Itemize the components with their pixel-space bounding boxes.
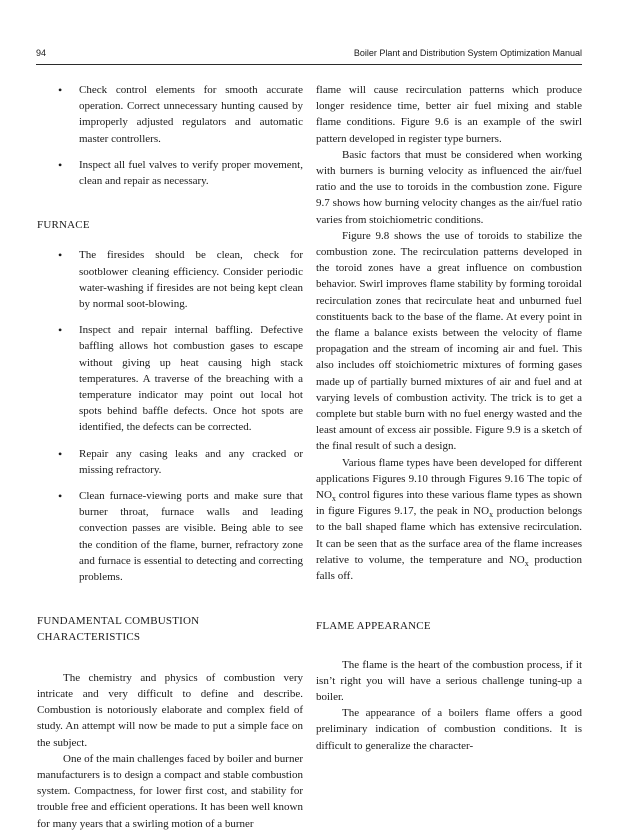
header-rule — [36, 64, 582, 65]
bullet-list-furnace — [37, 247, 303, 585]
left-column — [37, 82, 303, 832]
paragraph: One of the main challenges faced by boiler and burner manufacturers is to design a compact and stable combustion system. Compactness, for lower first cost, and stability for trouble free and efficient operations. It has been well known for many years that a swirling motion of a burner — [37, 752, 303, 830]
bullet-item: • Inspect all fuel valves to verify proper movement, clean and repair as necessary. — [37, 157, 303, 189]
paragraph: Figure 9.8 shows the use of toroids to stabilize the combustion zone. The recirculation patterns developed in the toroid zones have a great influence on combustion behavior. Swirl improves flame stability by forming toroidal recirculation zones that recirculate heat and unburned fuel constituents back to the base of the flame. At every point in the flame a balance exists between the velocity of flame propagation and the stream of incoming air and fuel. This also includes off stoichiometric mixtures of forming gases made up of partially burned mixtures of air and fuel and at varying levels of combustion activity. The trick is to get a complete but stable burn with no fuel energy wasted and the least amount of excess air possible. Figure 9.9 is a sketch of the final result of such a design. — [316, 229, 582, 453]
subscript: x — [489, 510, 494, 520]
bullet-list-controls — [37, 82, 303, 189]
paragraph: The flame is the heart of the combustion process, if it isn’t right you will have a serious challenge tuning-up a boiler. — [316, 658, 582, 703]
section-heading-flame-appearance: FLAME APPEARANCE — [316, 620, 431, 633]
text-run: control figures into these various flame types as shown in figure Figures 9.17, the peak in NO — [316, 489, 582, 518]
page-number: 94 — [36, 48, 47, 58]
heading-line: FUNDAMENTAL COMBUSTION — [37, 615, 200, 628]
text-run: production belongs to the ball shaped flame which has extensive recirculation. It can be seen that as the surface area of the flame increases relative to volume, the temperature and NO — [316, 505, 582, 566]
section-heading-furnace: FURNACE — [37, 219, 90, 232]
bullet-item: • Repair any casing leaks and any cracked or missing refractory. — [37, 446, 303, 478]
bullet-item: • Clean furnace-viewing ports and make sure that burner throat, furnace walls and leading convection passes are visible. Being able to see the condition of the flame, burner, refractory zone and furnace is essential to detecting and correcting problems. — [37, 488, 303, 585]
paragraph: The chemistry and physics of combustion very intricate and very difficult to define and describe. Combustion is notoriously elaborate and complex field of study. An attempt will now be made to put a simple face on the subject. — [37, 671, 303, 749]
text-run: production falls off. — [316, 553, 582, 583]
paragraph: flame will cause recirculation patterns which produce longer residence time, better air fuel mixing and stable flame conditions. Figure 9.6 is an example of the swirl pattern developed in register type burners. — [316, 84, 582, 145]
paragraph: The appearance of a boilers flame offers a good preliminary indication of combustion conditions. It is difficult to generalize the character- — [316, 707, 582, 752]
bullet-item: • The firesides should be clean, check for sootblower cleaning efficiency. Consider periodic water-washing if firesides are not being kept clean by normal soot-blowing. — [37, 247, 303, 312]
paragraph: Basic factors that must be considered when working with burners is burning velocity as influenced the air/fuel ratio and the use to toroids in the combustion zone. Figure 9.7 shows how burning velocity changes as the air/fuel ratio varies from stoichiometric conditions. — [316, 148, 582, 226]
subscript: x — [331, 494, 336, 504]
page-header — [36, 48, 582, 62]
heading-line: CHARACTERISTICS — [37, 631, 141, 644]
section-heading-fundamental-combustion — [37, 613, 303, 645]
right-column — [316, 82, 582, 754]
bullet-item: • Check control elements for smooth accurate operation. Correct unnecessary hunting caused by improperly adjusted regulators and automatic master controllers. — [37, 82, 303, 147]
text-run: Various flame types have been developed for different applications Figures 9.10 through Figures 9.16 The topic of NO — [316, 456, 582, 502]
paragraph-nox — [316, 455, 582, 585]
running-title: Boiler Plant and Distribution System Optimization Manual — [353, 48, 582, 58]
bullet-item: • Inspect and repair internal baffling. Defective baffling allows hot combustion gases to escape without giving up heat causing high stack temperatures. A traverse of the breaching with a temperature indicator may point out local hot spots behind baffle defects. Once hot spots are identified, the defects can be corrected. — [37, 322, 303, 435]
subscript: x — [524, 559, 529, 569]
